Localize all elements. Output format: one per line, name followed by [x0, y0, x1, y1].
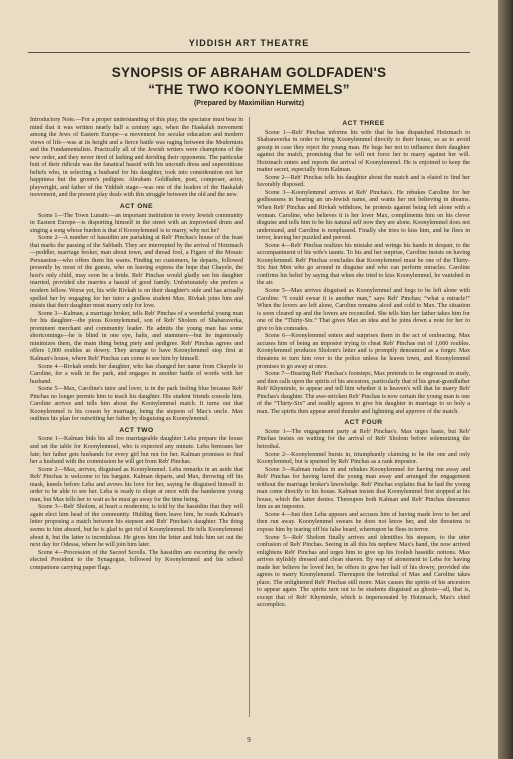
act-four-scene: Scene 2—Koonylemmel bursts in, triumphantly claiming to be the one and only Koonylemmel, but is spurned by Reb' Pinchas as a rank impostor. [257, 451, 470, 466]
act-three-scene: Scene 6—Koonylemmel enters and surprises them in the act of embracing. Max accuses him of being an impostor trying to cheat Reb' Pinchas out of 1,000 roubles. Koonylemmel produces Sholom's letter and is promptly denounced as a forger. Max threatens to turn him over to the police unless he leaves town, and Koonylemmel promises to go away at once. [257, 333, 470, 370]
act-two-heading: ACT TWO [119, 426, 154, 434]
act-three-scene: Scene 4—Reb' Pinchas realizes his mistake and wrings his hands in despair, to the accompaniment of his wife's taunts. To his and her surprise, Caroline insists on having Koonylemmel. Reb' Pinchas concludes that Koonylemmel must be one of the Thirty-Six Just Men who go around in disguise and who can perform miracles. Caroline confirms his belief by saying that when she tried to kiss Koonylemmel, he vanished in the air. [257, 242, 470, 287]
column-divider [249, 117, 250, 717]
act-three-scene: Scene 2—Reb' Pinchas tells his daughter about the match and is elated to find her favorably disposed. [257, 174, 470, 189]
act-one-heading: ACT ONE [119, 203, 154, 211]
act-two-scene: Scene 2—Max, arrives, disguised as Koonylemmel. Leba remarks in an aside that Reb' Pinchas is welcome to his bargain. Kalman departs, and Max, throwing off his mask, kneels before Leba and avows his love for her, saying he disguised himself in order to be able to see her. Leba is ready to elope at once with the handsome young man, but Max tells her to wait as he must go away for the time being. [30, 466, 243, 503]
title-line-2: “THE TWO KOONYLEMMELS” [148, 82, 350, 97]
page-edge [498, 0, 513, 759]
act-three-heading: ACT THREE [342, 120, 385, 127]
act-one-scene: Scene 2—A number of hassidim are partaking at Reb' Pinchas's house of the feast that marks the passing of the Sabbath. They are interrupted by the arrival of Hotzmach—peddler, marriage broker, man about town, and thread fool, a Figaro of the Mosaic Persuasion—who offers them his wares. Finding no customers, he departs, followed presently by most of the guests, who on leaving express the hope that Chayele, the host's only child, may soon be a bride. Reb' Pinchas would gladly see his daughter married, provided she marries a hassid of good family. Unfortunately she prefers a modern fellow. Worse yet, his wife Rivkah is on their daughter's side and has actually spelled her by engaging for her tutor a godless student Max. Rivkah joins him and insists that their daughter must marry only for love. [30, 235, 243, 310]
act-one-scene: Scene 5—Max, Caroline's tutor and lover, is in the park feeling blue because Reb' Pinchas no longer permits him to teach his daughter. His student friends console him. Caroline arrives and tells him about the Koonylemmel match. It turns out that Koonylemmel is his cousin by marriage, being the stepson of Max's uncle. Max outlines his plan for outwitting her father by disguising as Koonylemmel. [30, 386, 243, 423]
act-four-heading: ACT FOUR [344, 419, 383, 427]
byline: (Prepared by Maximilian Hurwitz) [193, 100, 305, 107]
act-two-scene: Scene 4—Procession of the Sacred Scrolls. The hassidim are escorting the newly elected President to the Synagogue, followed by Koonylemmel and his school companions carrying paper flags. [30, 549, 243, 571]
introductory-note: Introductory Note.—For a proper understanding of this play, the spectator must bear in mind that it was written nearly half a century ago, when the Haskalah movement among the Jews of Eastern Europe—a movement for secular education and modern views of life—was at its height and a fierce battle was raging between the Modernists and the Fundamentalists. Practically all of the Jewish writers were champions of the new order, and they never tired of lashing and deriding their opponents. The particular butt of their ridicule was the fanatical hassid with his uncouth dress and superstitious beliefs who, in selecting a husband for his daughter, took into consideration not her happiness but the groom's pedigree. Abraham Goldfaden, poet, composer, actor, playwright, and father of the Yiddish stage—was one of the leaders of the Haskalah movement, and the present play deals with this struggle between the old and the new. [30, 117, 243, 199]
act-four-scene: Scene 4—Just then Leba appears and accuses him of having made love to her and then run away. Koonylemmel swears he does not know her, and she threatens to expose him by tearing off his false beard, whereupon he flees in terror. [257, 511, 470, 533]
header-rule [28, 52, 470, 53]
act-two-scene: Scene 3—Reb' Sholom, at heart a modernist, is told by the hassidim that they will again elect him head of the community. Hidding them leave him, he reads Kalman's letter proposing a match between his stepson and Reb' Pinchas's daughter. The thing seems to him absurd, but he is glad to get rid of Koonylemmel. He tells Koonylemmel about it, but the latter is incredulous. He gives him the letter and bids him set out the next day for Odessa, where he will join him later. [30, 504, 243, 549]
right-column [257, 117, 470, 722]
left-column [30, 117, 243, 722]
act-three-scene: Scene 1—Reb' Pinchas informs his wife that he has dispatched Hotzmach to Shabaraverka in order to bring Koonylemmel directly to their house, so as to avoid gossip in case they reject the young man. He begs her not to influence their daughter against the match, promising that he will not force her to marry against her will. Hotzmach enters and reports the arrival of Koonylemmel. He is enjoined to keep the matter secret, especially from Kalman. [257, 129, 470, 174]
act-three-scene: Scene 5—Max arrives disguised as Koonylemmel and begs to be left alone with Caroline. “I could swear it is another man,” says Reb' Pinchas; “what a miracle!” When the lovers are left alone, Caroline remains aloof and cold to Max. The situation is soon cleared up and the lovers are reconciled. She tells him her father takes him for one of the “Thirty-Six.” That gives Max an idea and he joins down a note for her to give to his comrades. [257, 288, 470, 332]
act-three-scene: Scene 3—Koonylemmel arrives at Reb' Pinchas's. He rebukes Caroline for her godlessness in bearing an un-Jewish name, and wants her not believing in dreams. When Reb' Pinchas and Rivkah withdraw, he protests against being left alone with a woman. Caroline, who believes it is her lover Max, compliments him on his clever disguise and tells him to be his natural self now they are alone. Koonylemmel does not understand, and Caroline is nonplussed. Finally she tries to kiss him, and he flees in terror, leaving her puzzled and peeved. [257, 189, 470, 242]
act-one-scene: Scene 1—The Town Lunatic—an important institution in every Jewish community in Eastern Europe—is disporting himself in the street with an improvised drum and singing a song whose burden is that if Koonylemmel is to marry, why not he? [30, 212, 243, 234]
act-four-scene: Scene 3—Kalman rushes in and rebukes Koonylemmel for having run away and Reb' Pinchas for having lured the young man away and arranged the engagement without the marriage broker's knowledge. Reb' Pinchas explains that he had the young man come directly to his house. Kalman insists that Koonylemmel first stopped at his house, which the latter denies. Thereupon both Kalman and Reb' Pinchas denounce him as an impostor. [257, 466, 470, 511]
title-line-1: SYNOPSIS OF ABRAHAM GOLDFADEN'S [111, 65, 387, 80]
act-one-scene: Scene 4—Rivkah sends her daughter, who has changed her name from Chayele to Caroline, for a walk in the park, and engages in another battle of words with her husband. [30, 363, 243, 385]
act-one-scene: Scene 3—Kalman, a marriage broker, tells Reb' Pinchas of a wonderful young man for his daughter—the pious Koonylemmel, son of Reb' Sholom of Shabaraverka, prominent merchant and community leader. He admits the young man has some shortcomings—he is blind in one eye, halts, and stammers—but he ingeniously minimizes them, the main thing being piety and pedigree. Reb' Pinchas agrees and offers 1,000 roubles as dowry. They arrange to have Koonylemmel stop first at Kalman's house, where Reb' Pinchas can come to see him by himself. [30, 310, 243, 362]
act-two-scene: Scene 1—Kalman bids his all too marriageable daughter Leba prepare the house and set the table for Koonylemmel, who is expected any minute. Leba bemoans her fate; her father gets husbands for every girl but not for her. Kalman promises to find her a husband with the commission he will get from Reb' Pinchas. [30, 436, 243, 466]
page-number: 9 [247, 736, 251, 744]
act-four-scene: Scene 5—Reb' Sholom finally arrives and identifies his stepson, to the utter confusion of Reb' Pinchas. Seeing in all this his nephew Max's hand, the now arrived enlightens Reb' Pinchas and urges him to give up his foolish hassidic notions. Max arrives stylishly dressed and clean shaven. By way of atonement to Leba for having made her believe he loved her, he offers to give her half of his dowry, provided she agrees to marry Koonylemmel. Thereupon the betrothal of Max and Caroline takes place. The enlightened Reb' Pinchas still more. Max causes the spirits of his ancestors to appear again. The spirits turn out to be students disguised as ghosts—all, that is, except that of Reb' Khymimle, which is impersonated by Hotzmach, Max's chief accomplice. [257, 534, 470, 609]
running-head: YIDDISH ART THEATRE [188, 38, 310, 48]
page-title [0, 64, 498, 98]
act-four-scene: Scene 1—The engagement party at Reb' Pinchas's. Max urges haste, but Reb' Pinchas insists on waiting for the arrival of Reb' Sholom before solemnizing the betrothal. [257, 428, 470, 450]
act-three-scene: Scene 7—Hearing Reb' Pinchas's footsteps, Max pretends to be engrossed in study, and then calls upon the spirits of his ancestors, particularly that of his great-grandfather Reb' Khymimle, to appear and tell him whether it is heaven's will that he marry Reb' Pinchas's daughter. The awe-stricken Reb' Pinchas is now certain the young man is one of the “Thirty-Six” and readily agrees to give his daughter in marriage to so holy a man. The spirits then appear amid thunder and lightning and approve of the match. [257, 371, 470, 415]
